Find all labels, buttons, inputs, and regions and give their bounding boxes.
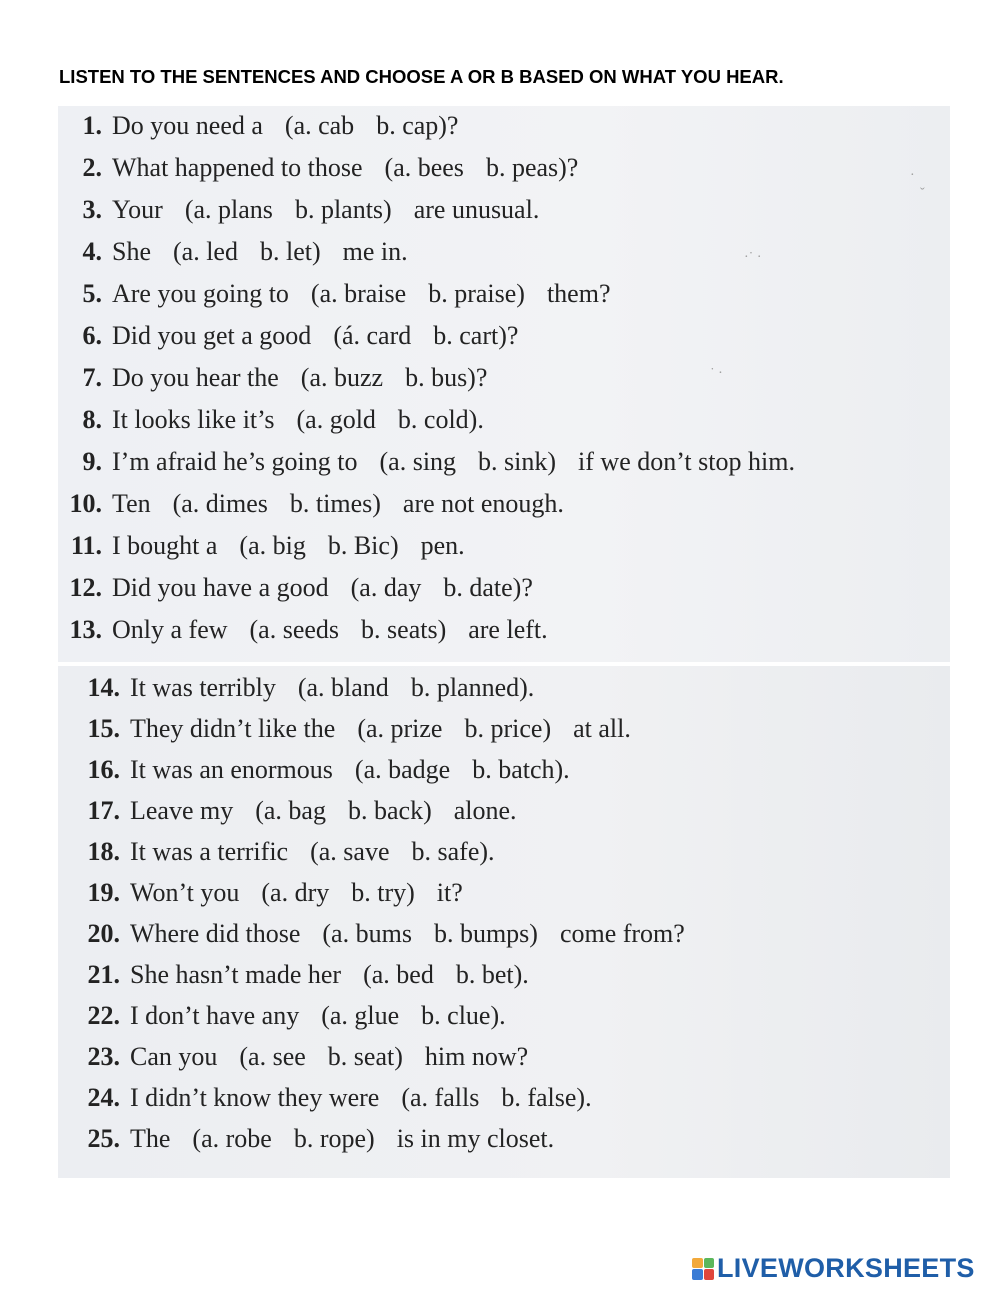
item-sentence-start: Are you going to [112, 279, 289, 308]
scan-speck: ˇ [920, 186, 925, 201]
option-a: (a. gold [296, 405, 376, 434]
scan-speck: ˙ · [710, 366, 723, 381]
item-number: 4. [82, 237, 102, 266]
item-number: 24. [87, 1083, 120, 1112]
item-number: 7. [82, 363, 102, 392]
item-number: 6. [82, 321, 102, 350]
liveworksheets-logo-icon [692, 1258, 714, 1280]
item-sentence-start: It was an enormous [130, 755, 333, 784]
option-a: (a. big [239, 531, 306, 560]
option-a: (a. led [173, 237, 238, 266]
item-sentence-end: come from? [559, 919, 685, 948]
exercise-item [62, 363, 509, 393]
option-a: (a. badge [354, 755, 451, 784]
exercise-item [68, 1001, 528, 1031]
option-a: (a. bag [255, 796, 326, 825]
item-sentence-end: alone. [453, 796, 517, 825]
item-sentence-end: are left. [468, 615, 548, 644]
option-b: b. try) [351, 878, 415, 907]
item-sentence-start: She [112, 237, 151, 266]
item-sentence-end: is in my closet. [396, 1124, 555, 1153]
option-a: (a. bland [297, 673, 389, 702]
item-sentence-start: It was terribly [130, 673, 276, 702]
exercise-item [62, 153, 600, 183]
option-b: b. bumps) [433, 919, 538, 948]
item-sentence-start: Did you get a good [112, 321, 312, 350]
item-number: 12. [69, 573, 102, 602]
item-sentence-start: They didn’t like the [130, 714, 336, 743]
option-b: b. rope) [293, 1124, 375, 1153]
item-sentence-end: are unusual. [413, 195, 540, 224]
exercise-scan-part-1 [58, 106, 950, 662]
option-b: b. seat) [327, 1042, 403, 1071]
option-b: b. plants) [294, 195, 392, 224]
item-sentence-start: What happened to those [112, 153, 363, 182]
exercise-item [62, 531, 465, 561]
item-sentence-end: at all. [573, 714, 631, 743]
exercise-scan-part-2 [58, 666, 950, 1178]
exercise-item [62, 615, 548, 645]
exercise-item [68, 1124, 554, 1154]
exercise-item [62, 447, 795, 477]
option-a: (a. bums [322, 919, 412, 948]
item-number: 2. [82, 153, 102, 182]
item-number: 22. [87, 1001, 120, 1030]
option-b: b. planned). [410, 673, 535, 702]
option-b: b. batch). [472, 755, 570, 784]
option-b: b. bet). [455, 960, 529, 989]
liveworksheets-logo [692, 1253, 975, 1284]
option-a: (a. braise [310, 279, 407, 308]
option-a: (a. sing [379, 447, 457, 476]
option-b: b. clue). [421, 1001, 506, 1030]
item-sentence-start: Can you [130, 1042, 218, 1071]
option-b: b. cap)? [376, 111, 459, 140]
item-sentence-start: I didn’t know they were [130, 1083, 380, 1112]
item-sentence-start: Where did those [130, 919, 301, 948]
exercise-item [62, 111, 480, 141]
option-a: (a. cab [284, 111, 355, 140]
option-a: (a. falls [401, 1083, 480, 1112]
exercise-item [68, 714, 631, 744]
exercise-item [68, 837, 517, 867]
item-number: 21. [87, 960, 120, 989]
option-a: (a. buzz [300, 363, 384, 392]
option-b: b. cold). [397, 405, 484, 434]
exercise-item [68, 878, 463, 908]
item-sentence-end: if we don’t stop him. [578, 447, 795, 476]
option-b: b. bus)? [405, 363, 488, 392]
exercise-item [62, 405, 506, 435]
scan-speck: · [910, 168, 915, 183]
item-sentence-start: The [130, 1124, 171, 1153]
option-b: b. sink) [478, 447, 557, 476]
option-b: b. false). [501, 1083, 592, 1112]
exercise-item [68, 960, 551, 990]
item-number: 19. [87, 878, 120, 907]
item-number: 17. [87, 796, 120, 825]
option-b: b. cart)? [433, 321, 519, 350]
exercise-item [62, 237, 408, 267]
exercise-item [62, 489, 564, 519]
item-sentence-end: are not enough. [402, 489, 564, 518]
instruction-heading: LISTEN TO THE SENTENCES AND CHOOSE A OR B BASED ON WHAT YOU HEAR. [59, 66, 784, 87]
option-b: b. peas)? [485, 153, 579, 182]
exercise-item [62, 279, 610, 309]
exercise-item [62, 195, 539, 225]
option-b: b. Bic) [327, 531, 399, 560]
item-number: 15. [87, 714, 120, 743]
item-number: 3. [82, 195, 102, 224]
option-a: (a. glue [321, 1001, 400, 1030]
option-b: b. date)? [443, 573, 533, 602]
item-number: 16. [87, 755, 120, 784]
item-sentence-start: Did you have a good [112, 573, 329, 602]
item-sentence-start: It looks like it’s [112, 405, 275, 434]
exercise-item [68, 796, 517, 826]
item-number: 1. [82, 111, 102, 140]
item-sentence-start: Only a few [112, 615, 228, 644]
item-number: 20. [87, 919, 120, 948]
exercise-item [68, 919, 685, 949]
item-number: 18. [87, 837, 120, 866]
item-number: 5. [82, 279, 102, 308]
item-sentence-start: Ten [112, 489, 151, 518]
item-number: 9. [82, 447, 102, 476]
item-number: 11. [70, 531, 102, 560]
option-b: b. praise) [428, 279, 525, 308]
item-sentence-end: him now? [424, 1042, 529, 1071]
item-number: 13. [69, 615, 102, 644]
item-number: 10. [69, 489, 102, 518]
option-b: b. let) [259, 237, 321, 266]
exercise-item [68, 755, 592, 785]
item-sentence-start: Won’t you [130, 878, 240, 907]
option-a: (a. day [350, 573, 422, 602]
exercise-item [68, 1042, 528, 1072]
item-sentence-start: Do you need a [112, 111, 263, 140]
item-sentence-start: Your [112, 195, 163, 224]
exercise-item [62, 573, 555, 603]
item-sentence-start: She hasn’t made her [130, 960, 342, 989]
option-a: (a. prize [357, 714, 443, 743]
item-sentence-start: It was a terrific [130, 837, 289, 866]
item-sentence-start: I don’t have any [130, 1001, 300, 1030]
option-a: (a. dry [261, 878, 330, 907]
option-a: (a. dimes [172, 489, 268, 518]
exercise-item [62, 321, 540, 351]
item-sentence-end: them? [546, 279, 611, 308]
option-a: (a. plans [184, 195, 273, 224]
item-number: 25. [87, 1124, 120, 1153]
item-sentence-start: I’m afraid he’s going to [112, 447, 358, 476]
option-b: b. times) [289, 489, 381, 518]
option-b: b. seats) [361, 615, 447, 644]
scan-speck: ·˙ · [744, 250, 762, 265]
option-a: (a. save [310, 837, 390, 866]
item-sentence-start: Leave my [130, 796, 234, 825]
item-sentence-end: it? [436, 878, 463, 907]
item-number: 23. [87, 1042, 120, 1071]
exercise-item [68, 673, 556, 703]
option-b: b. safe). [411, 837, 495, 866]
option-a: (a. see [239, 1042, 306, 1071]
item-number: 14. [87, 673, 120, 702]
item-sentence-end: me in. [342, 237, 408, 266]
option-a: (a. seeds [249, 615, 340, 644]
option-b: b. price) [464, 714, 552, 743]
liveworksheets-logo-text: LIVEWORKSHEETS [717, 1253, 975, 1283]
option-b: b. back) [347, 796, 432, 825]
option-a: (a. bees [384, 153, 464, 182]
option-a: (a. robe [192, 1124, 272, 1153]
item-number: 8. [82, 405, 102, 434]
item-sentence-start: I bought a [112, 531, 218, 560]
exercise-item [68, 1083, 614, 1113]
option-a: (á. card [333, 321, 412, 350]
item-sentence-end: pen. [420, 531, 465, 560]
item-sentence-start: Do you hear the [112, 363, 279, 392]
option-a: (a. bed [363, 960, 434, 989]
